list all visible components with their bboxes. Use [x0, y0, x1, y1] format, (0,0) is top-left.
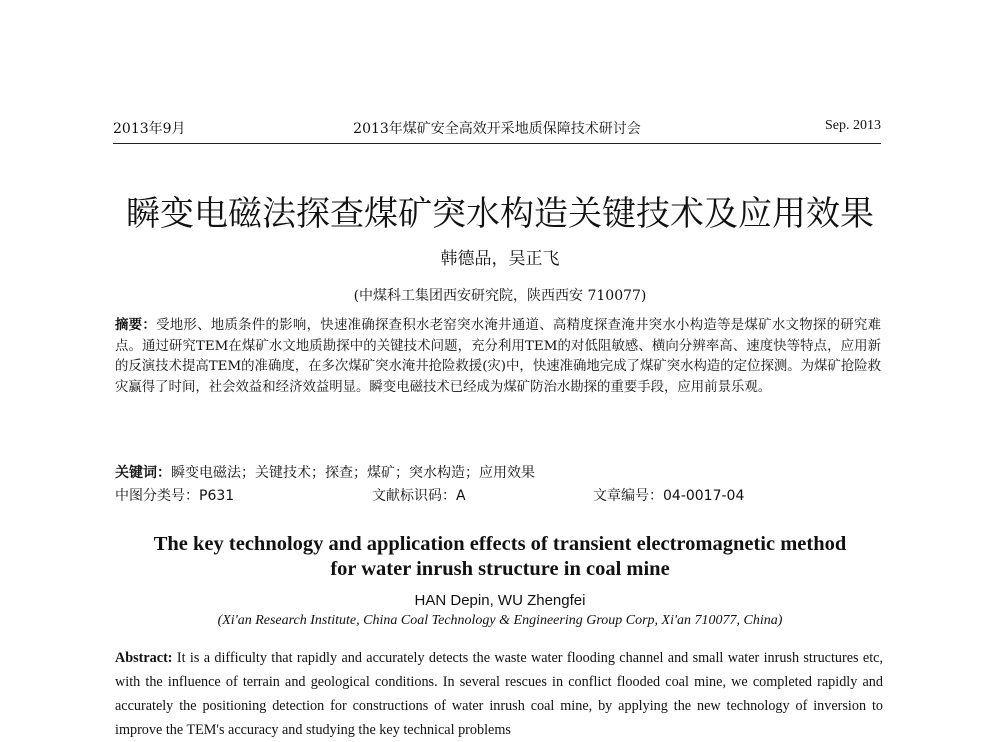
authors-en: HAN Depin, WU Zhengfei: [414, 592, 586, 609]
doc-label: 文献标识码：: [372, 488, 456, 504]
authors-cn: 韩德品，吴正飞: [440, 249, 560, 269]
affiliation-cn: (中煤科工集团西安研究院，陕西西安 710077): [353, 288, 647, 304]
keywords-cn-text: 瞬变电磁法；关键技术；探查；煤矿；突水构造；应用效果: [171, 465, 535, 481]
abstract-cn: [115, 316, 881, 398]
clc-number: [115, 485, 234, 505]
clc-label: 中图分类号：: [115, 488, 199, 504]
running-header: [113, 118, 881, 138]
paper-title-cn: 瞬变电磁法探查煤矿突水构造关键技术及应用效果: [126, 194, 874, 234]
article-number: [593, 485, 744, 505]
title-en-line1: The key technology and application effects of transient electromagnetic method: [153, 533, 847, 555]
abstract-cn-label: 摘要：: [115, 318, 157, 333]
affiliation-en: (Xi'an Research Institute, China Coal Technology & Engineering Group Corp, Xi'an 710077, China): [217, 613, 783, 628]
classification-line: [115, 485, 881, 505]
header-conference: 2013年煤矿安全高效开采地质保障技术研讨会: [353, 121, 641, 137]
header-date-cn: 2013年9月: [113, 121, 186, 137]
paper-title-en: [0, 532, 1000, 582]
abstract-en: [115, 646, 883, 742]
title-en-line2: for water inrush structure in coal mine: [330, 558, 670, 580]
header-date-en: Sep. 2013: [825, 118, 881, 133]
keywords-cn: [115, 462, 881, 482]
abstract-en-text: It is a difficulty that rapidly and accurately detects the waste water flooding channel and small water inrush structures etc, with the influence of terrain and geological conditions. In several rescues in conflict flooded coal mine, we completed rapidly and accurately the positioning detection for constructions of water inrush coal mine, by applying the new technology of inversion to improve the TEM's accuracy and studying the key technical problems: [115, 650, 883, 738]
doc-code: [372, 485, 466, 505]
abstract-cn-text: 受地形、地质条件的影响，快速准确探查积水老窑突水淹井通道、高精度探查淹井突水小构造等是煤矿水文物探的研究难点。通过研究TEM在煤矿水文地质勘探中的关键技术问题，充分利用TEM的对低阻敏感、横向分辨率高、速度快等特点，应用新的反演技术提高TEM的准确度，在多次煤矿突水淹井抢险救援(灾)中，快速准确地完成了煤矿突水构造的定位探测。为煤矿抢险救灾赢得了时间，社会效益和经济效益明显。瞬变电磁技术已经成为煤矿防治水勘探的重要手段，应用前景乐观。: [115, 318, 882, 395]
article-label: 文章编号：: [593, 488, 663, 504]
doc-value: A: [456, 488, 466, 504]
abstract-en-label: Abstract:: [115, 650, 173, 666]
article-value: 04-0017-04: [663, 488, 745, 504]
keywords-cn-label: 关键词：: [115, 465, 171, 481]
header-rule: [113, 143, 881, 144]
clc-value: P631: [199, 488, 235, 504]
